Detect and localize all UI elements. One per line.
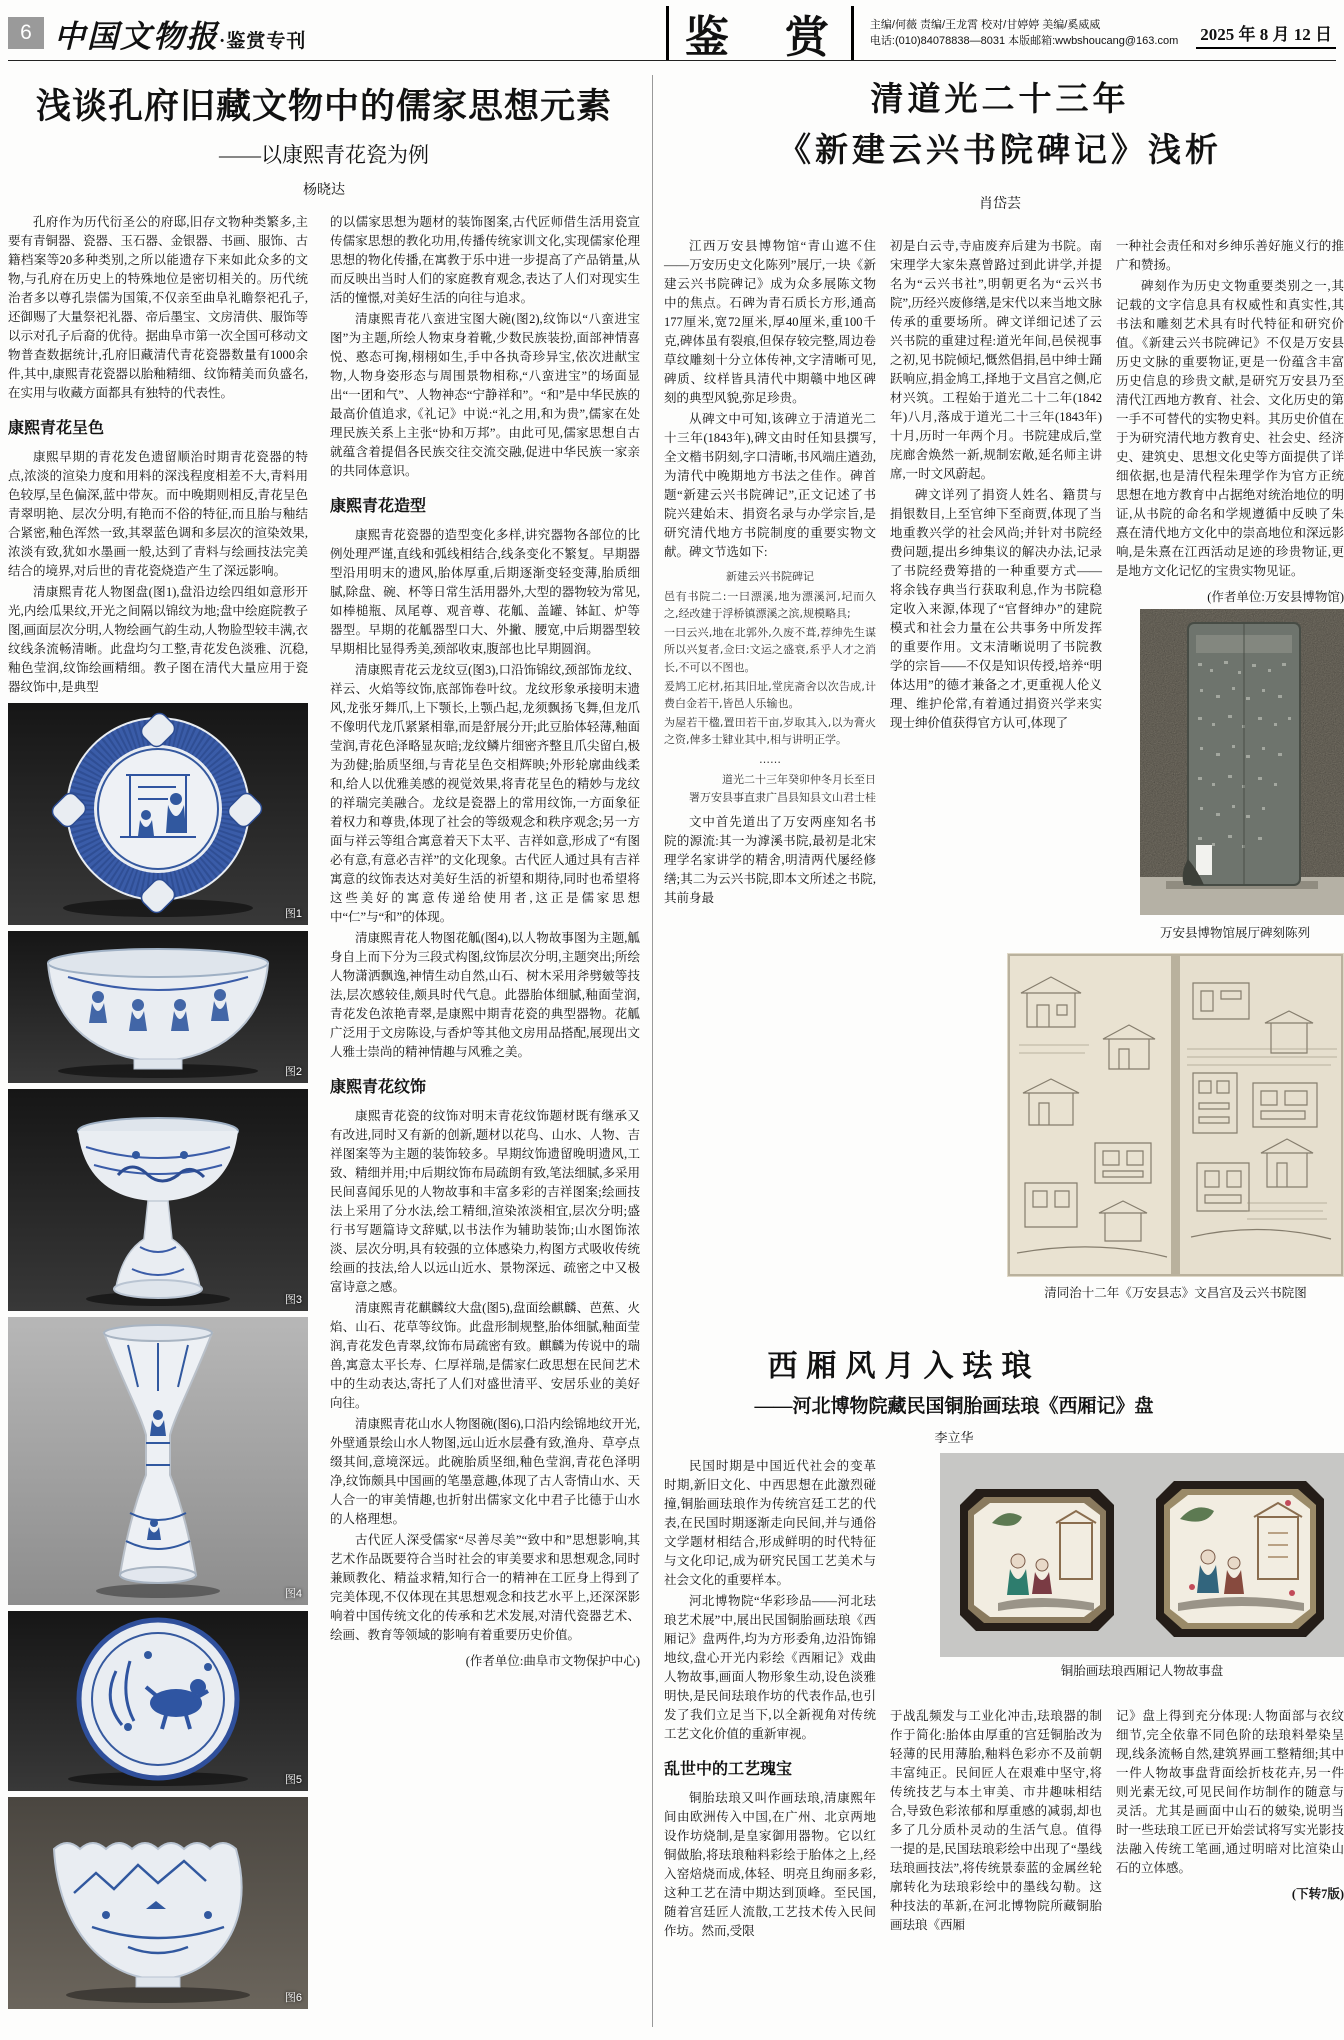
stem-bowl-illustration (8, 1089, 308, 1311)
quote-date: 道光二十三年癸卯仲冬月长至日 (722, 772, 876, 786)
article-stele-col3 (1116, 237, 1344, 605)
paragraph: 于战乱频发与工业化冲击,珐琅器的制作于简化:胎体由厚重的宫廷铜胎改为轻薄的民用薄胎,釉料色彩亦不及前朝丰富纯正。民间匠人在艰难中坚守,将传统技艺与本土审美、市井趣味相结合,导致色彩浓郁和厚重感的减弱,却也多了几分质朴灵动的生活气息。值得一提的是,民国珐琅彩绘中出现了“墨线珐琅画技法”,将传统景泰蓝的金属丝轮廓转化为珐琅彩绘中的墨线勾勒。这种技法的革新,在河北博物院所藏铜胎画珐琅《西厢 (890, 1709, 1102, 1932)
article-kongfu-header (8, 79, 640, 199)
paragraph: 碑刻作为历史文物重要类别之一,其记载的文字信息具有权威性和真实性,其书法和雕刻艺术具有时代特征和研究价值。《新建云兴书院碑记》不仅是万安县历史文脉的重要物证,更是一份蕴含丰富历史信息的珍贵文献,是研究万安县乃至清代江西地方教育、社会、文化历史的第一手不可替代的实物史料。其历史价值在于为研究清代地方教育史、社会史、经济史、建筑史、思想文化史等方面提供了详细依据,也是清代程朱理学作为官方正统思想在地方教育中占据绝对统治地位的明证,从书院的命名和学规遵循中反映了朱熹在清代地方文化中的崇高地位和深远影响,是朱熹在江西活动足迹的珍贵物证,更是地方文化记忆的宝贵实物见证。 (1116, 279, 1344, 578)
article-enamel-col1 (664, 1457, 876, 1943)
landscape-bowl-illustration (8, 1797, 308, 2009)
dateline: 2025 年 8 月 12 日 (1196, 18, 1336, 49)
article-stele-title-line2: 《新建云兴书院碑记》浅析 (778, 133, 1222, 170)
masthead-suffix: ·鉴赏专刊 (219, 30, 307, 52)
quote-line: 为屋若干楹,置田若干亩,岁取其入,以为膏火之资,俾多士肄业其中,相与讲明正学。 (664, 715, 876, 747)
photo-enamel-plates (940, 1453, 1344, 1657)
paragraph: 古代匠人深受儒家“尽善尽美”“致中和”思想影响,其艺术作品既要符合当时社会的审美要求和思想观念,同时兼顾教化、精益求精,知行合一的精神在工匠身上得到了完美体现,不仅体现在其思想观念和技艺水平上,还深深影响着中国传统文化的传承和艺术发展,对清代瓷器艺术、绘画、教育等领域的影响有着重要历史价值。 (330, 1533, 640, 1642)
paragraph: 碑文详列了捐资人姓名、籍贯与捐银数目,上至官绅下至商贾,体现了当地重教兴学的社会风尚;并针对书院经费问题,提出乡绅集议的解决办法,记录了书院经费筹措的一种重要方式——将余钱存典当行获取利息,作为书院稳定收入来源,体现了“官督绅办”的建院模式和社会力量在公共事务中所发挥的重要作用。文末清晰说明了书院教学的宗旨——不仅是知识传授,培养“明体达用”的德才兼备之才,更重视人伦义理、维护伦常,有着通过捐资兴学来实现士绅价值获得官方认可,体现了 (890, 488, 1102, 730)
gu-vase-illustration (8, 1317, 308, 1605)
section-title: 鉴 赏 (666, 6, 851, 60)
paragraph: 康熙青花瓷器的造型变化多样,讲究器物各部位的比例处理严谨,直线和弧线相结合,线条变化不繁复。早期器型沿用明末的遗风,胎体厚重,后期逐渐变轻变薄,胎质细腻,除盘、碗、杯等日常生活用器外,大型的器物较为常见,如棒槌瓶、凤尾尊、观音尊、花觚、盖罐、钵缸、炉等器型。早期的花觚器型口大、外撇、腰宽,中后期器型较早期相比显得秀美,颈部收束,腹部也比早期圆润。 (330, 528, 640, 656)
editors-block (870, 17, 1178, 50)
paragraph: 民国时期是中国近代社会的变革时期,新旧文化、中西思想在此激烈碰撞,铜胎画珐琅作为传统宫廷工艺的代表,在民国时期逐渐走向民间,并与通俗文学题材相结合,形成鲜明的时代特征与文化印记,成为研究民国工艺美术与社会文化的重要样本。 (664, 1459, 876, 1587)
right-section (664, 67, 1344, 2033)
figure-1-porcelain-plate (8, 703, 308, 925)
stele-photo-caption: 万安县博物馆展厅碑刻陈列 (1159, 926, 1310, 940)
page-header (8, 6, 1336, 61)
paragraph: 康熙早期的青花发色遗留顺治时期青花瓷器的特点,浓淡的渲染力度和用料的深浅程度相差不大,青料用色较厚,呈色偏深,蓝中带灰。而中晚期则相反,青花呈色青翠明艳、层次分明,有艳而不俗的特征,而且胎与釉结合紧密,釉色浑然一致,其翠蓝色调和多层次的渲染效果,浓淡有致,犹如水墨画一般,达到了青料与绘画技法完美结合的境界,对后世的青花瓷烧造产生了深远影响。 (8, 450, 308, 578)
article-enamel-col3 (1116, 1707, 1344, 1902)
paragraph: 清康熙青花人物图花觚(图4),以人物故事图为主题,觚身自上而下分为三段式构图,纹饰层次分明,主题突出;所绘人物潇洒飘逸,神情生动自然,山石、树木采用斧劈皴等技法,层次感较佳,颇具时代气息。此器胎体细腻,釉面莹润,青花发色浓艳青翠,是康熙中期青花瓷的典型器物。花觚广泛用于文房陈设,与香炉等其他文房用品搭配,展现出文人雅士崇尚的精神情趣与风雅之美。 (330, 931, 640, 1059)
figure-label: 图6 (284, 1992, 302, 2004)
article-kongfu-col2 (330, 213, 640, 2009)
article-enamel-col2 (890, 1707, 1102, 1937)
paragraph: 文中首先道出了万安两座知名书院的源流:其一为滹溪书院,最初是北宋理学名家讲学的精舍,明清两代屡经修缮;其二为云兴书院,即本文所述之书院,其前身最 (664, 814, 876, 905)
figure-5-porcelain-plate-qilin (8, 1611, 308, 1791)
article-stele-title (664, 75, 1336, 177)
article-kongfu-col1 (8, 213, 308, 2009)
article-kongfu-title: 浅谈孔府旧藏文物中的儒家思想元素 (35, 87, 612, 126)
author-affiliation: (作者单位:万安县博物馆) (1207, 590, 1344, 604)
page-body (8, 67, 1344, 2033)
article-enamel-author: 李立华 (934, 1430, 974, 1445)
paragraph: 清康熙青花八蛮进宝图大碗(图2),纹饰以“八蛮进宝图”为主题,所绘人物束身着靴,少数民族装扮,面部神情喜悦、憨态可掬,栩栩如生,手中各执奇珍异宝,依次进献宝物,人物身姿形态与周围景物相称,“八蛮进宝”的场面显出“一团和气”、人物神态“宁静祥和”。“和”是中华民族的最高价值追求,《礼记》中说:“礼之用,和为贵”,儒家在处理民族关系上主张“协和万邦”。由此可见,儒家思想自古就蕴含着提倡各民族交往交流交融,促进中华民族一家亲的共同体意识。 (330, 312, 640, 478)
figure-label: 图4 (284, 1588, 302, 1600)
paragraph: 康熙青花瓷的纹饰对明末青花纹饰题材既有继承又有改进,同时又有新的创新,题材以花鸟、山水、人物、吉祥图案等为主题的装饰较多。早期纹饰遗留晚明遗风,工致、精细并用;中后期纹饰布局疏朗有致,笔法细腻,多采用民间喜闻乐见的人物故事和丰富多彩的吉祥图案;绘画技法上采用了分水法,绘工精细,渲染浓淡相宜,层次分明;盛行书写题篇诗文辞赋,以书法作为辅助装饰;山水图饰浓淡、层次分明,具有较强的立体感染力,构图方式吸收传统绘画的技法,给人以远山近水、景物深远、疏密之中又极富诗意之感。 (330, 1109, 640, 1294)
article-kongfu-author: 杨晓达 (303, 183, 345, 198)
photo-gazetteer-map (1007, 953, 1344, 1277)
paragraph: 孔府作为历代衍圣公的府邸,旧存文物种类繁多,主要有青铜器、瓷器、玉石器、金银器、书画、服饰、古籍档案等20多种类别,之所以能遗存下来如此众多的文物,与孔府在历史上的特殊地位是密切相关的。历代统治者多以尊孔崇儒为国策,不仅亲至曲阜礼瞻祭祀孔子,还御赐了大量祭祀礼器、帝后墨宝、文房清供、服饰等以示对孔子后裔的优待。据曲阜市第一次全国可移动文物普查数据统计,孔府旧藏清代青花瓷器数量有1000余件,其中,康熙青花瓷器以胎釉精细、纹饰精美而负盛名,在实用与收藏方面都具有独特的代表性。 (8, 215, 309, 400)
section-heading: 康熙青花呈色 (8, 420, 105, 437)
plate-illustration (8, 703, 308, 925)
photo-stele-display (1140, 609, 1344, 915)
quote-title: 新建云兴书院碑记 (726, 570, 814, 583)
article-enamel-title: 西厢风月入珐琅 (767, 1350, 1041, 1383)
figure-6-porcelain-bowl-landscape (8, 1797, 308, 2009)
article-stele-col2 (890, 237, 1102, 735)
column-divider (652, 75, 653, 2027)
quote-line: 爰鸠工庀材,拓其旧址,堂庑斋舍以次告成,计费白金若干,皆邑人乐输也。 (664, 679, 876, 711)
article-enamel (664, 1325, 1344, 2033)
figure-label: 图1 (284, 908, 302, 920)
masthead (54, 11, 306, 56)
masthead-title: 中国文物报 (54, 18, 219, 54)
section-heading: 康熙青花造型 (330, 498, 427, 515)
qilin-plate-illustration (8, 1611, 308, 1791)
figure-4-porcelain-gu-vase (8, 1317, 308, 1605)
section-heading: 乱世中的工艺瑰宝 (664, 1761, 793, 1778)
figure-3-porcelain-stem-bowl (8, 1089, 308, 1311)
figure-label: 图5 (284, 1774, 302, 1786)
paragraph: 的以儒家思想为题材的装饰图案,古代匠师借生活用瓷宣传儒家思想的教化功用,传播传统家训文化,实现儒家伦理思想的物化传播,在寓教于乐中进一步提高了产品销量,从而反映出当时人们的家庭教育观念,表达了人们对现实生活的憧憬,对美好生活的向往与追求。 (330, 215, 640, 305)
header-left (8, 6, 666, 60)
paragraph: 从碑文中可知,该碑立于清道光二十三年(1843年),碑文由时任知县撰写,全文楷书阴刻,字口清晰,书风端庄遒劲,为清代中晚期地方书法之佳作。碑首题“新建云兴书院碑记”,正文记述了书院兴建始末、捐资名录与办学宗旨,是研究清代地方书院制度的重要实物文献。碑文节选如下: (664, 412, 876, 559)
paragraph: 清康熙青花人物图盘(图1),盘沿边绘四组如意形开光,内绘瓜果纹,开光之间隔以锦纹为地;盘中绘庭院教子图,画面层次分明,人物绘画气韵生动,人物脸型较丰满,衣纹线条流畅清晰。此盘均匀工整,青花发色淡雅、沉稳,釉色莹润,纹饰绘画精细。教子图在清代大量应用于瓷器纹饰中,是典型 (8, 585, 309, 694)
paragraph: 铜胎珐琅又叫作画珐琅,清康熙年间由欧洲传入中国,在广州、北京两地设作坊烧制,是皇家御用器物。它以红铜做胎,将珐琅釉料彩绘于胎体之上,经入窑焙烧而成,体轻、明亮且绚丽多彩,这种工艺在清中期达到顶峰。至民国,随着宫廷匠人流散,工艺技术传入民间作坊。然而,受限 (664, 1791, 876, 1938)
article-kongfu (8, 67, 640, 2033)
article-stele-author: 肖岱芸 (979, 197, 1021, 212)
bowl-illustration (8, 931, 308, 1083)
paragraph: 初是白云寺,寺庙废弃后建为书院。南宋理学大家朱熹曾路过到此讲学,并提名为“云兴书社”,明朝更名为“云兴书院”,历经兴废修缮,是宋代以来当地文脉传承的重要场所。碑文详细记述了云兴书院的重建过程:道光年间,邑侯视事之初,见书院倾圮,慨然倡捐,邑中绅士踊跃响应,捐金鸠工,择地于文昌宫之侧,庀材兴筑。工程始于道光二十二年(1842年)八月,落成于道光二十三年(1843年)十月,历时一年两个月。书院建成后,堂庑廊舍焕然一新,规制宏敞,延名师主讲席,一时文风蔚起。 (890, 239, 1102, 481)
page-number: 6 (8, 17, 44, 49)
quote-signature: 署万安县事直隶广昌县知县文山君士桂 (689, 791, 876, 805)
figure-label: 图2 (284, 1066, 302, 1078)
enamel-plates-caption: 铜胎画珐琅西厢记人物故事盘 (1060, 1664, 1224, 1678)
paragraph: 清康熙青花麒麟纹大盘(图5),盘面绘麒麟、芭蕉、火焰、山石、花草等纹饰。此盘形制规整,胎体细腻,釉面莹润,青花发色青翠,纹饰布局疏密有致。麒麟为传说中的瑞兽,寓意太平长寿、仁厚祥瑞,是儒家仁政思想在民间艺术中的生动表达,寄托了人们对盛世清平、安居乐业的美好向往。 (330, 1301, 640, 1410)
figure-2-porcelain-bowl (8, 931, 308, 1083)
enamel-plates-illustration (940, 1453, 1344, 1657)
paragraph: 清康熙青花山水人物图碗(图6),口沿内绘锦地纹开光,外壁通景绘山水人物图,远山近水层叠有致,渔舟、草亭点缀其间,意境深远。此碗胎质坚细,釉色莹润,青花色泽明净,纹饰颇具中国画的笔墨意趣,体现了古人寄情山水、天人合一的审美情趣,也折射出儒家文化中君子比德于山水的人格理想。 (330, 1417, 640, 1526)
header-right (851, 6, 1336, 60)
editors-line2: 电话:(010)84078838—8031 本版邮箱:wwbshoucang@163.com (869, 35, 1179, 47)
stele-inscription-quote (664, 568, 876, 807)
author-affiliation: (作者单位:曲阜市文物保护中心) (465, 1654, 640, 1668)
quote-line: 邑有书院二:一曰漂溪,地为漂溪河,圮而久之,经改建于浮桥镇漂溪之滨,规模略具; (664, 589, 876, 621)
article-stele-col1 (664, 237, 876, 910)
paragraph: 江西万安县博物馆“青山遮不住——万安历史文化陈列”展厅,一块《新建云兴书院碑记》成为众多展陈文物中的焦点。石碑为青石质长方形,通高177厘米,宽72厘米,厚40厘米,重100千克,碑体虽有裂痕,但保存较完整,周边卷草纹雕刻十分立体传神,文字清晰可见,碑质、纹样皆具清代中期赣中地区碑刻的典型风貌,弥足珍贵。 (664, 239, 876, 405)
paragraph: 清康熙青花云龙纹豆(图3),口沿饰锦纹,颈部饰龙纹、祥云、火焰等纹饰,底部饰卷叶纹。龙纹形象承接明末遗风,龙张牙舞爪,上下颚长,上颚凸起,龙须飘扬飞舞,但龙爪不像明代龙爪紧紧相靠,而是舒展分开;此豆胎体轻薄,釉面莹润,青花色泽略显灰暗;龙纹鳞片细密齐整且爪尖留白,极为劲健;胎质坚细,与青花呈色交相辉映;外形轮廓曲线柔和,给人以优雅美感的视觉效果,将青花呈色的精妙与龙纹的祥瑞完美融合。龙纹是瓷器上的常用纹饰,一方面象征着权力和尊贵,体现了社会的等级观念和秩序观念;另一方面与祥云等组合寓意着天下太平、吉祥如意,形成了“有图必有意,有意必吉祥”的文化现象。古代匠人通过具有吉祥寓意的纹饰表达对美好生活的祈望和期待,同时也希望将这些美好的寓意传递给使用者,这正是儒家思想中“仁”与“和”的体现。 (330, 663, 640, 924)
stele-photo-illustration (1140, 609, 1344, 915)
article-enamel-subtitle: ——河北博物院藏民国铜胎画珐琅《西厢记》盘 (754, 1396, 1154, 1417)
article-kongfu-subtitle: ——以康熙青花瓷为例 (219, 143, 429, 167)
paragraph: 一种社会责任和对乡绅乐善好施义行的推广和赞扬。 (1116, 239, 1344, 272)
article-stele-title-line1: 清道光二十三年 (870, 82, 1130, 118)
figure-label: 图3 (284, 1294, 302, 1306)
quote-line: 一曰云兴,地在北郭外,久废不葺,荐绅先生谋所以兴复者,佥曰:文运之盛衰,系乎人才之消长,不可以不图也。 (664, 625, 876, 674)
paragraph: 记》盘上得到充分体现:人物面部与衣纹细节,完全依靠不同色阶的珐琅料晕染呈现,线条流畅自然,建筑界画工整精细;其中一件人物故事盘背面绘折枝花卉,另一件则光素无纹,可见民间作坊制作的随意与灵活。尤其是画面中山石的皴染,说明当时一些珐琅工匠已开始尝试将写实光影技法融入传统工笔画,通过明暗对比渲染山石的立体感。 (1116, 1709, 1344, 1875)
gazetteer-caption: 清同治十二年《万安县志》文昌宫及云兴书院图 (1044, 1286, 1307, 1300)
paragraph: 河北博物院“华彩珍品——河北珐琅艺术展”中,展出民国铜胎画珐琅《西厢记》盘两件,均为方形委角,边沿饰锦地纹,盘心开光内彩绘《西厢记》戏曲人物故事,画面人物形象生动,设色淡雅明快,是民间珐琅作坊的代表作品,也引发了我们立足当下,以全新视角对传统工艺文化价值的重新审视。 (664, 1594, 876, 1741)
continued-notice: (下转7版) (1291, 1887, 1344, 1901)
gazetteer-illustration (1007, 953, 1344, 1277)
quote-line: …… (759, 752, 781, 766)
section-heading: 康熙青花纹饰 (330, 1079, 427, 1096)
editors-line1: 主编/何薇 责编/王龙霄 校对/甘婷婷 美编/奚威威 (869, 18, 1101, 31)
